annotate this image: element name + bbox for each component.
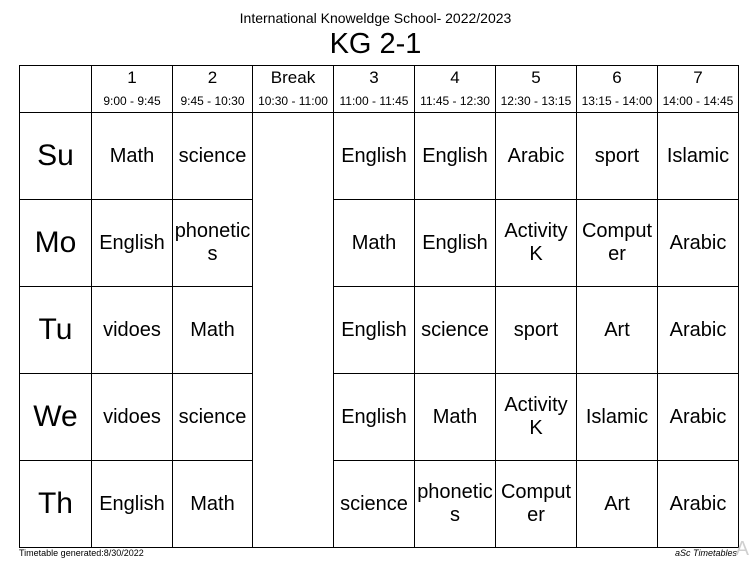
period-time: 11:00 - 11:45 xyxy=(334,89,415,113)
period-number: 7 xyxy=(658,66,739,90)
period-number: 2 xyxy=(173,66,253,90)
period-number: 4 xyxy=(415,66,496,90)
lesson-cell: science xyxy=(173,374,253,461)
lesson-cell: Computer xyxy=(577,200,658,287)
lesson-cell: phonetics xyxy=(415,461,496,548)
lesson-cell: Computer xyxy=(496,461,577,548)
lesson-cell: science xyxy=(334,461,415,548)
corner-cell xyxy=(20,66,92,113)
day-label: Mo xyxy=(20,200,92,287)
period-number-row xyxy=(20,66,739,90)
period-time: 9:00 - 9:45 xyxy=(92,89,173,113)
lesson-cell: Islamic xyxy=(577,374,658,461)
watermark-letter: A xyxy=(735,538,749,560)
lesson-cell: Math xyxy=(92,113,173,200)
day-label: Tu xyxy=(20,287,92,374)
day-label: We xyxy=(20,374,92,461)
lesson-cell: English xyxy=(334,113,415,200)
lesson-cell: English xyxy=(415,113,496,200)
period-number: 3 xyxy=(334,66,415,90)
brand-label: aSc Timetables xyxy=(675,548,737,558)
lesson-cell: sport xyxy=(496,287,577,374)
day-label: Su xyxy=(20,113,92,200)
lesson-cell: Math xyxy=(415,374,496,461)
generated-date: Timetable generated:8/30/2022 xyxy=(19,548,144,558)
lesson-cell: Activity K xyxy=(496,374,577,461)
period-number: 5 xyxy=(496,66,577,90)
day-row xyxy=(20,287,739,374)
lesson-cell: Math xyxy=(173,287,253,374)
lesson-cell: Arabic xyxy=(658,287,739,374)
period-number: 1 xyxy=(92,66,173,90)
class-title: KG 2-1 xyxy=(329,28,422,60)
day-label: Th xyxy=(20,461,92,548)
period-time: 9:45 - 10:30 xyxy=(173,89,253,113)
period-time-row xyxy=(20,89,739,113)
lesson-cell: Arabic xyxy=(496,113,577,200)
lesson-cell: English xyxy=(92,461,173,548)
lesson-cell: Activity K xyxy=(496,200,577,287)
day-row xyxy=(20,200,739,287)
lesson-cell: Math xyxy=(334,200,415,287)
day-row xyxy=(20,113,739,200)
lesson-cell: Math xyxy=(173,461,253,548)
lesson-cell: English xyxy=(92,200,173,287)
lesson-cell: English xyxy=(334,374,415,461)
break-label: Break xyxy=(253,66,334,90)
period-time: 12:30 - 13:15 xyxy=(496,89,577,113)
period-number: 6 xyxy=(577,66,658,90)
school-title: International Knoweldge School- 2022/2023 xyxy=(239,10,512,26)
lesson-cell: Art xyxy=(577,287,658,374)
lesson-cell: Islamic xyxy=(658,113,739,200)
break-column xyxy=(253,113,334,548)
lesson-cell: vidoes xyxy=(92,287,173,374)
lesson-cell: phonetics xyxy=(173,200,253,287)
lesson-cell: Arabic xyxy=(658,374,739,461)
day-row xyxy=(20,461,739,548)
lesson-cell: Arabic xyxy=(658,200,739,287)
lesson-cell: English xyxy=(334,287,415,374)
period-time: 14:00 - 14:45 xyxy=(658,89,739,113)
break-time: 10:30 - 11:00 xyxy=(253,89,334,113)
period-time: 13:15 - 14:00 xyxy=(577,89,658,113)
timetable xyxy=(19,65,739,548)
lesson-cell: vidoes xyxy=(92,374,173,461)
lesson-cell: science xyxy=(415,287,496,374)
day-row xyxy=(20,374,739,461)
lesson-cell: Arabic xyxy=(658,461,739,548)
lesson-cell: sport xyxy=(577,113,658,200)
period-time: 11:45 - 12:30 xyxy=(415,89,496,113)
lesson-cell: science xyxy=(173,113,253,200)
lesson-cell: English xyxy=(415,200,496,287)
lesson-cell: Art xyxy=(577,461,658,548)
